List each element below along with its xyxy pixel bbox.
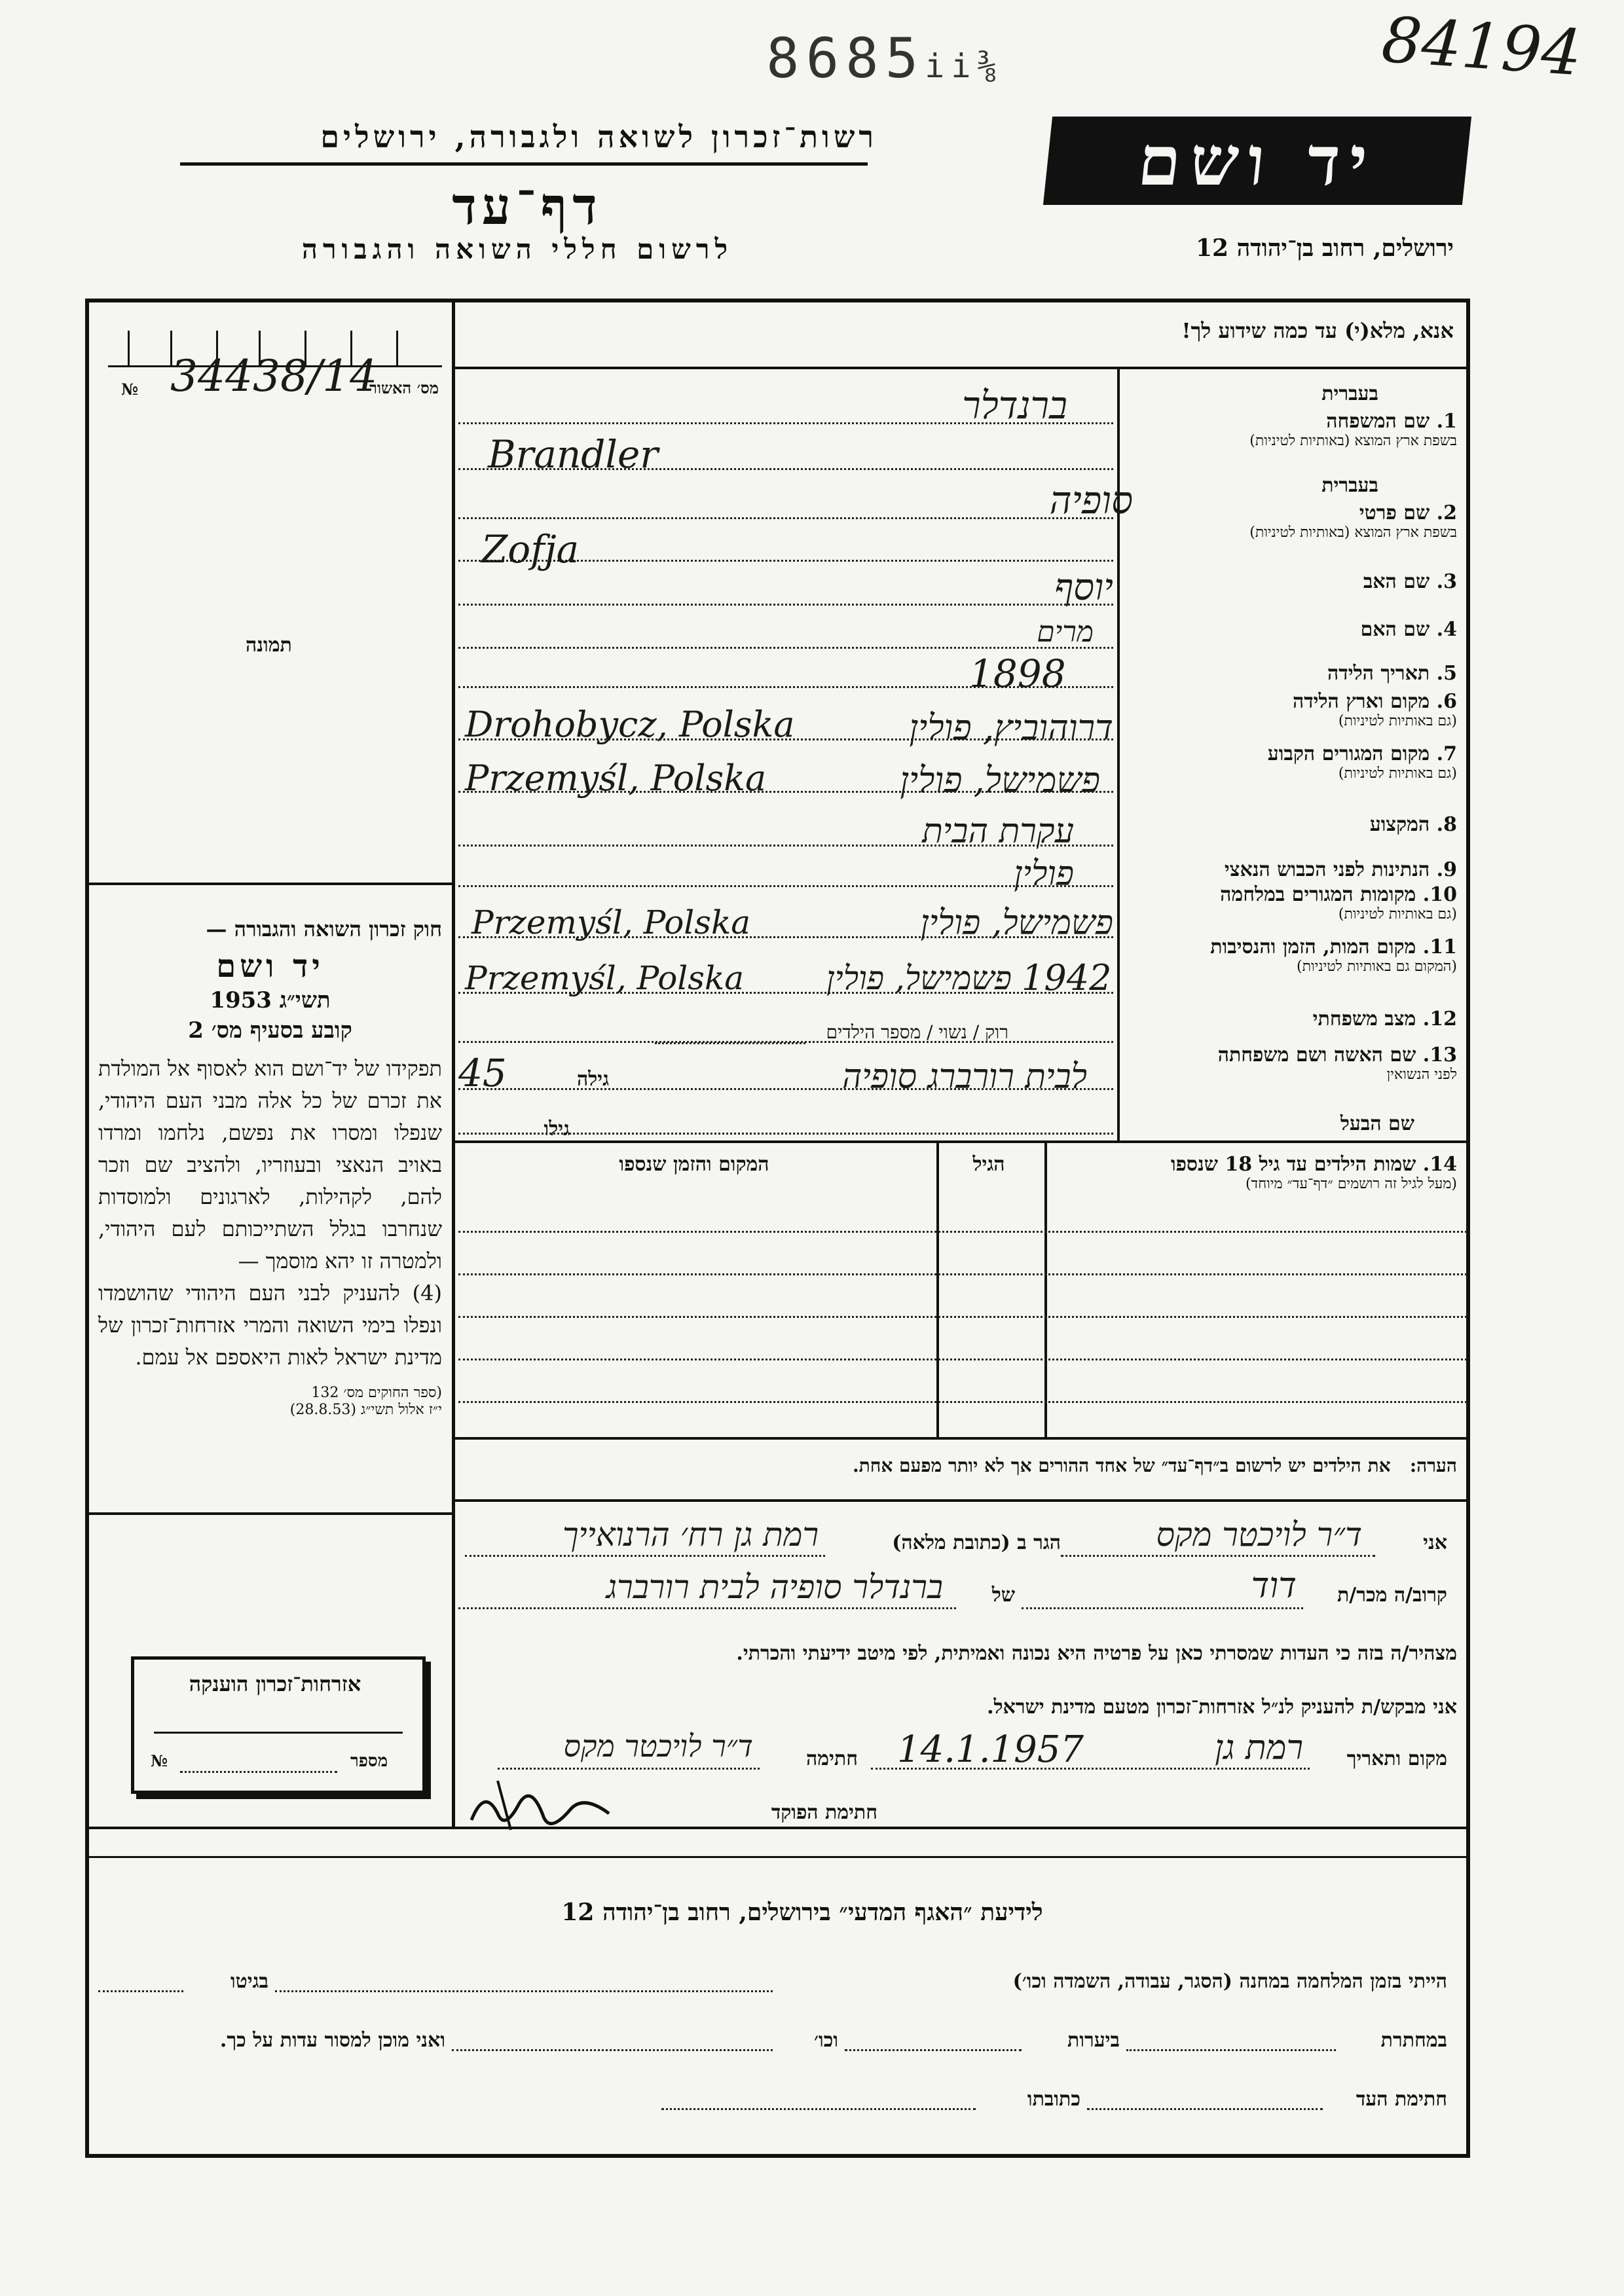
declaration-place: רמת גן: [1214, 1728, 1303, 1768]
wife-age-label: גילה: [576, 1068, 609, 1091]
wartime-residence-hebrew: פשמישל, פולין: [920, 903, 1113, 943]
footer-witness-signature-label: חתימת העד: [1356, 2088, 1447, 2111]
field-label-13: 13. שם האשה ושם משפחתה לפני הנשואין: [1217, 1044, 1457, 1083]
field-label-1: בעברית 1. שם המשפחה בשפת ארץ המוצא (באותיות לטיניות): [1249, 382, 1457, 449]
witness-address: רמת גן רח׳ הרנואייך: [562, 1516, 819, 1554]
left-column-divider: [452, 299, 455, 1827]
footer-ghetto-label: בגיטו: [230, 1970, 268, 1993]
law-year: תשי״ג 1953: [210, 987, 331, 1013]
resides-label: הגר ב (כתובת מלאה): [892, 1531, 1061, 1554]
law-item-4: (4) להעניק לבני העם היהודי שהושמדו ונפלו בימי השואה והמרי אזרחות־זכרון של מדינת ישראל לאות היאספם אל עמם.: [98, 1281, 442, 1370]
footer-top-line: [85, 1856, 1470, 1858]
field-label-10: 10. מקומות המגורים במלחמה (גם באותיות לטיניות): [1220, 883, 1457, 922]
approval-number-label: מס׳ האשור: [369, 378, 439, 397]
father-name-value: יוסף: [1054, 566, 1113, 609]
residence-hebrew: פשמישל, פולין: [900, 759, 1100, 801]
of-label: של: [991, 1584, 1015, 1607]
relation-label: קרוב/ה מכר/ת: [1337, 1584, 1447, 1607]
children-count-line: [655, 1042, 805, 1044]
witness-signature: ד״ר לויכטר מקס: [563, 1728, 753, 1764]
children-col-divider-1: [936, 1143, 939, 1438]
children-place-header: המקום והזמן שנספו: [619, 1153, 769, 1176]
law-reference-2: י״ז אלול תשי״ג (28.8.53): [289, 1402, 442, 1418]
certificate-box: [131, 1656, 426, 1794]
form-subtitle: לרשום חללי השואה והגבורה: [301, 233, 733, 265]
footer-etc-label: וכו׳: [814, 2029, 838, 2052]
frame-right: [1466, 299, 1470, 2158]
declaration-request: אני מבקש/ת להעניק לנ״ל אזרחות־זכרון מטעם מדינת ישראל.: [987, 1696, 1457, 1719]
first-name-hebrew: סופיה: [1049, 478, 1133, 522]
husband-name-label: שם הבעל: [1340, 1112, 1414, 1135]
certificate-title: אזרחות־זכרון הוענקה: [189, 1671, 361, 1696]
field-label-2: בעברית 2. שם פרטי בשפת ארץ המוצא (באותיות לטיניות): [1249, 474, 1457, 541]
form-title: דף־עד: [452, 177, 602, 236]
birth-date-value: 1898: [969, 651, 1066, 696]
archive-stamp-number: 8685ii⅜: [766, 26, 1004, 90]
children-bottom: [452, 1437, 1468, 1440]
children-row-4: [458, 1358, 1467, 1360]
place-date-label: מקום ותאריך: [1346, 1747, 1447, 1770]
relation-of-value: ברנדלר סופיה לבית רורברג: [606, 1568, 943, 1606]
first-name-latin: Zofja: [481, 527, 580, 572]
declaration-date: 14.1.1957: [897, 1728, 1084, 1771]
death-place-hebrew: פשמישל, פולין: [826, 959, 1012, 997]
yad-vashem-logo: יד ושם: [1043, 117, 1471, 205]
children-title: 14. שמות הילדים עד גיל 18 שנספו (מעל לגיל זה רושמים ״דף־עד״ מיוחד): [1170, 1153, 1457, 1192]
law-body: תפקידו של יד־ושם הוא לאסוף אל המולדת את זכרם של כל אלה מבני העם היהודי, שנפלו ומסרו את נפשם, נלחמו ומרדו באויב הנאצי ובעוזריו, ולהציב שם וזכר להם, לקהילות, לארגונים ולמוסדות שנחרבו בגלל השתייכותם לעם היהודי, ולמטרה זו יהא מוסמך —: [98, 1056, 442, 1273]
header-address: ירושלים, רחוב בן־יהודה 12: [1195, 234, 1454, 262]
field-label-9: 9. הנתינות לפני הכבוש הנאצי: [1224, 858, 1457, 881]
frame-left: [85, 299, 89, 2158]
children-age-header: הגיל: [972, 1153, 1005, 1176]
fields-bottom: [452, 1140, 1468, 1143]
officer-signature: [458, 1768, 629, 1846]
photo-placeholder-label: תמונה: [246, 634, 292, 657]
field-label-11: 11. מקום המות, הזמן והנסיבות (המקום גם באותיות לטיניות): [1210, 936, 1457, 975]
law-name: יד ושם: [216, 948, 324, 985]
footer-forests-label: ביערות: [1067, 2029, 1120, 2052]
field-label-3: 3. שם האב: [1363, 570, 1457, 593]
family-name-latin: Brandler: [488, 432, 659, 477]
footer-camp-label: הייתי בזמן המלחמה במחנה (הסגר, עבודה, השמדה וכו׳): [1012, 1970, 1447, 1993]
children-row-2: [458, 1273, 1467, 1275]
signature-label: חתימה: [806, 1747, 858, 1770]
law-heading: חוק זכרון השואה והגבורה —: [206, 917, 442, 941]
birth-place-hebrew: דרוהוביץ, פולין: [909, 707, 1113, 748]
family-name-hebrew: ברנדלר: [962, 383, 1067, 428]
death-place-latin: Przemyśl, Polska: [465, 959, 745, 997]
wife-age-value: 45: [458, 1051, 507, 1095]
marital-status-options: רוק / נשוי / מספר הילדים: [826, 1021, 1008, 1043]
children-col-divider-2: [1044, 1143, 1047, 1438]
instruction-divider: [452, 367, 1468, 369]
children-row-1: [458, 1231, 1467, 1233]
note-bottom: [452, 1499, 1468, 1502]
nationality-value: פולין: [1014, 854, 1074, 894]
approval-number-box: [108, 327, 442, 399]
field-label-4: 4. שם האם: [1360, 618, 1457, 641]
wartime-residence-latin: Przemyśl, Polska: [471, 903, 751, 941]
death-year-value: 1942: [1022, 957, 1112, 998]
footer-underground-label: במחתרת: [1380, 2029, 1447, 2052]
witness-name: ד״ר לויכטר מקס: [1156, 1516, 1362, 1554]
declaration-statement: מצהיר/ה בזה כי העדות שמסרתי כאן על פרטיה היא נכונה ואמיתית, לפי מיטב ידיעתי והכרתי.: [736, 1642, 1457, 1665]
children-row-5: [458, 1401, 1467, 1403]
relation-value: דוד: [1251, 1565, 1297, 1606]
certificate-no-prefix: №: [151, 1751, 168, 1770]
residence-latin: Przemyśl, Polska: [465, 757, 767, 799]
law-reference-1: (ספר החוקים מס׳ 132: [311, 1385, 442, 1401]
law-clause: קובע בסעיף מס׳ 2: [188, 1017, 352, 1044]
husband-age-label: גילו: [544, 1118, 570, 1140]
frame-bottom: [85, 2154, 1470, 2158]
mother-name-value: מרים: [1037, 615, 1094, 649]
footer-attention: לידיעת ״האגף המדעי״ בירושלים, רחוב בן־יהודה 12: [561, 1899, 1043, 1926]
declaration-ani: אני: [1423, 1531, 1447, 1554]
officer-signature-label: חתימת הפוקד: [771, 1801, 877, 1824]
field-label-5: 5. תאריך הלידה: [1327, 662, 1457, 685]
footer-address-label: כתובתו: [1027, 2088, 1080, 2111]
law-block: [98, 917, 442, 1418]
field-label-6: 6. מקום וארץ הלידה (גם באותיות לטיניות): [1292, 690, 1457, 729]
profession-value: עקרת הבית: [922, 812, 1074, 851]
frame-top: [85, 299, 1470, 302]
approval-number-value: 34438/14: [170, 351, 378, 401]
authority-underline: [180, 162, 868, 166]
corner-handwritten-number: 84194: [1379, 3, 1584, 90]
wife-name-value: לבית רורברג סופיה: [841, 1057, 1087, 1097]
certificate-number-label: מספר: [350, 1751, 388, 1771]
field-label-8: 8. המקצוע: [1369, 813, 1457, 836]
children-row-3: [458, 1316, 1467, 1318]
law-top-line: [85, 883, 453, 885]
declaration-bottom: [85, 1827, 1470, 1829]
authority-name: רשות־זכרון לשואה ולגבורה, ירושלים: [320, 119, 877, 155]
instruction-text: אנא, מלא(י) עד כמה שידוע לך!: [1181, 318, 1454, 343]
approval-no-prefix: №: [121, 380, 139, 399]
birth-place-latin: Drohobycz, Polska: [465, 704, 795, 745]
children-note: הערה: את הילדים יש לרשום ב״דף־עד״ של אחד ההורים אך לא יותר מפעם אחת.: [852, 1455, 1457, 1476]
footer-testimony-label: ואני מוכן למסור עדות על כך.: [219, 2029, 445, 2052]
field-label-12: 12. מצב משפחתי: [1312, 1008, 1457, 1030]
field-label-7: 7. מקום המגורים הקבוע (גם באותיות לטיניות): [1267, 742, 1457, 782]
law-bottom-line: [85, 1512, 453, 1515]
